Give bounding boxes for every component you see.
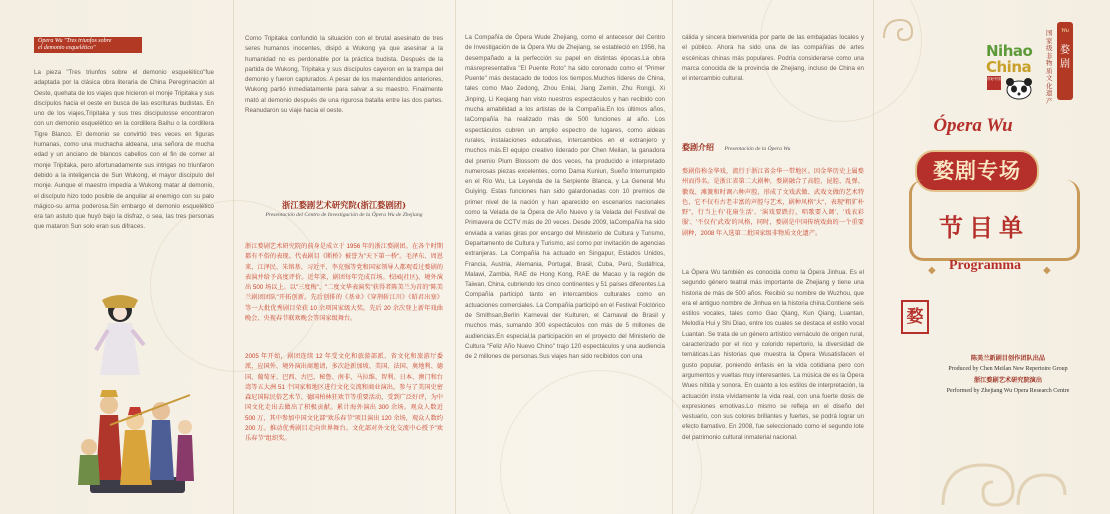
program-title-zh: 节目单 bbox=[939, 213, 1029, 242]
cover-panel bbox=[873, 0, 1110, 514]
opera-intro-title-zh: 婺剧介绍 bbox=[682, 142, 714, 152]
credit-performer-en: Performed by Zhejiang Wu Opera Research Centre bbox=[946, 388, 1070, 394]
play-synopsis-continued: Como Tripitaka confundió la situación con el brutal asesinato de tres seres humanos inocentes, disipó a Wukong ya que asesinar a la humanidad no es perdonable por la práctica budista. Después de la partida de Wukong, Tripitaka y sus discípulos cayeron en la trampa del demonio y fueron capturados. A pesar de los malentendidos anteriores, Wukong partió inmediatamente para salvar a su maestro. Finalmente mató al demonio después de una rigurosa batalla entre las dos partes. Reanudaron su viaje hacia el oeste. bbox=[245, 35, 443, 115]
play-synopsis: La pieza "Tres triunfos sobre el demonio esquelético"fue adaptada por la clásica obra literaria de China Peregrinación al Oeste, quehata de los viajes que hicieron el monje Tripitaka y sus discípulos hacia el oeste en busca de las escrituras budistas. En uno de los viajes,Tripitaka y sus tres discipulosse encontraron con un demonio esquelético en la cordillera Baihu o la cordillera Tigre Blanco. El demonio se convirtió tres veces en figuras humanas, como una muchacha aldeana, una señora de mucha edad y un anciano de blancos cabellos con el fin de comer al monje Tripitaka, pero afortunadamente sus intrigas no triunfaron debido a la inteligencia de Sun Wukong, el mayor discípulo del monje. Aunque el maestro impedía a Wukong matar al demonio, el discípulo hizo todo posible de anquilar al enemigo con su palo mágico-su arma poderosa.Sin embargo el demonio esquelético era tan astuto que huyó bajo la disfraz, o sea, las tres personas que mataron Sun solo eran sus difraces. bbox=[34, 69, 214, 231]
logo-china-text: China bbox=[986, 58, 1032, 76]
program-title-en: Programma bbox=[948, 258, 1022, 273]
logo-seal: 你好中国 bbox=[987, 76, 1001, 90]
credits bbox=[933, 353, 1083, 397]
badge-small-text: Wu bbox=[1061, 28, 1069, 34]
company-history-text-end: cálida y sincera bienvenida por parte de las embajadas locales y el público. Ahora ha sido una de las compañías de artes escénicas chinas más populares. Podría considerarse como una marca conocida de la provincia de Zhejiang, incluso de China en el intercambio cultural. bbox=[682, 34, 864, 83]
badge-text: 婺剧 bbox=[1060, 45, 1070, 70]
wu-opera-badge bbox=[1057, 22, 1073, 100]
panel-3 bbox=[455, 0, 672, 514]
play-title-line: el demonio esquelético" bbox=[38, 45, 96, 51]
panel-2 bbox=[233, 0, 455, 514]
panel-4 bbox=[672, 0, 873, 514]
opera-intro-subtitle: Presentación de la Ópera Wu bbox=[724, 146, 791, 152]
logo-nihao-text: Nihao bbox=[986, 42, 1033, 60]
monkey-king-group-image bbox=[70, 385, 200, 495]
cloud-ornament-icon bbox=[878, 8, 918, 48]
diamond-ornament-icon: ◆ bbox=[1043, 265, 1051, 276]
research-centre-text-zh-2: 2005 年开始，剧团连续 12 年受文化和旅游部派、省文化和旅游厅委派，应国外、境外演出商邀请，多次赴新加坡、美国、法国、奥地利、德国、葡萄牙、巴西、古巴、秘鲁、南非、马拉维、智利、日本、澳门和台湾等五大洲 51 个国家和地区进行文化交流和商业演出，参与了美国史密森尼国际民俗艺术节、德国柏林狂欢节等重要活动，受到广泛好评，为中国文化走出去做出了积极贡献。累计海外演出 300 余场。观众人数近 500 万，其中参加中国文化部"欢乐春节"项目演出 120 余场，观众人数约 200 万。推动优秀剧目走向世界舞台。文化部对外文化交流中心授予"欢乐春节"组织奖。 bbox=[245, 353, 443, 443]
credit-producer-en: Produced by Chen Meilan New Repertoire Group bbox=[948, 366, 1068, 372]
company-history-text: La Compañía de Ópera Wude Zhejiang, como el antecesor del Centro de Investigación de la Ópera Wu de Zhejiang, se estableció en 1956, ha desempañado a la perfección su papel en distintas épocas.La obra másrepresentativa "El Puente Roto" ha sido coronado como el "Primer Puente" más destacado de todos los tiempos.Muchos líderes de China, tales como Mao Zedong, Zhou Enlai, Jiang Zemin, Zhu Rongji, Xi Jinping, Li Keqiang han visto nuestros espectáculos y han recibido con mucha amabilidad a los artistas de la Compañía.En los últimos años, laCompañía ha realizado más de 500 funciones al año. Los espectáculos cubren un amplio espectro de lugares, como aldeas rurales, instalaciones educativas, intercambios en el extranjero y muchos más.El equipo creativo liderado por Chen Meilan, la ganadora del premio Plum Blossom de dos veces, ha producido e interpretado numerosas piezas excelentes, como Dama Kuniun, Sueño Interrumpido en el Río Wu, La Leyenda de la Serpiente Blanca, y La General Mu Guiying. Estas funciones han sido galardonadas con 10 premios de primer nivel de la nación y han aparecido en escenarios nacionales como la Velada de la Ópera de Año Nuevo y la Velada del Festival de Primavera de CCTV más de 20 veces. Desde 2009, laCompañía ha sido enviada a varias giras por encargo del Ministerio de Cultura y Turismo, Departamento de Cultura y Turismo, así como por invitación de agencias extranjeras. La Compañía ha actuado en Singapur, Estados Unidos, Francia, Austria, Alemania, Portugal, Brasil, Cuba, Perú, Sudáfrica, Malawi, Zambia, RAE de Hong Kong, RAE de Macao y la región de Taiwan, China, cubriendo los cinco continentes y 51 países diferentes.La Compañía participó tanto en intercambios culturales como en actuaciones comerciales. La Compañía participó en el Festival Folclórico de Smithsan,Berlín Karneval der Kulturen, el Carnaval de Brasil y muchos más, sumando 300 espectáculos con más de 5 millones de audiencias.En especial,la participación en el proyecto del Ministerio de Cultura "Feliz Año Nuevo Chino" trajo 120 espectáculos y una audiencia de 2 millones de personas.Sus viajes han sido recibidos con una bbox=[465, 34, 665, 361]
cloud-ornament-icon bbox=[933, 430, 1073, 510]
credit-producer-zh: 陈美兰新剧目创作团队出品 bbox=[970, 355, 1046, 362]
panda-icon bbox=[1003, 76, 1035, 100]
research-centre-text-zh: 浙江婺剧艺术研究院的前身是成立于 1956 年的浙江婺剧团。在各个时期都有不俗的表现。代表剧目《断桥》被誉为"天下第一桥"。毛泽东、周恩来、江泽民、朱镕基、习近平、李克强等党和国家领导人都观看过婺剧的表演并给予高度评价。近年来，剧团每年完成百场。校园(社区)、境外演出 500 场以上。以"三度梅"、"二度文华表演奖"获得者陈美兰为首的"陈美兰剧团团队"开拓创新。先后创排的《基业》《穿荆斩江川》《昭君出塞》等一大批优秀剧目荣获 10 余项国家级大奖。先后 20 余次登上新年戏曲晚会、央视春节联欢晚会等国家级舞台。 bbox=[245, 243, 443, 323]
research-centre-subtitle: Presentación del Centro de Investigación de la Ópera Wu de Zhejiang bbox=[265, 212, 423, 218]
panel-1 bbox=[0, 0, 233, 514]
cover-opera-title: Ópera Wu bbox=[933, 115, 1013, 136]
cover-banner: 婺剧专场 bbox=[915, 150, 1039, 192]
heritage-vertical-text: 国家级非物质文化遗产 bbox=[1046, 29, 1053, 105]
play-title-tag bbox=[34, 37, 142, 53]
seal-stamp: 婺 bbox=[901, 300, 929, 334]
opera-intro-text-zh: 婺剧俗称金华戏，流行于浙江省金华一带地区。因金华历史上属婺州而得名。是浙江省第二大剧种，婺剧融合了高腔、昆腔、乱弹、徽戏、滩簧和时调六种声腔，形成了文戏武做、武戏文做的艺术特色，它不仅有古老丰富的声腔与艺术，剧种风格"大"，表现“粗犷朴野”，行当上有'花扇生活'、'演戏要跌打，唱歌要入调'、'戏衣彩服'、'不仅有'武戏'的风格，同时，婺剧是中国传统戏曲的一个重要剧种，2008 年入选第二批国家级非物质文化遗产。 bbox=[682, 168, 864, 237]
opera-intro-heading bbox=[682, 137, 864, 155]
demon-performer-image bbox=[88, 290, 148, 380]
play-title-line: Ópera Wu "Tres triunfos sobre bbox=[38, 38, 112, 44]
research-centre-title-zh: 浙江婺剧艺术研究院(浙江婺剧团) bbox=[281, 200, 406, 210]
diamond-ornament-icon: ◆ bbox=[928, 265, 936, 276]
opera-intro-text: La Ópera Wu también es conocida como la Ópera Jinhua. Es el segundo género teatral más importante de Zhejiang y tiene una historia de más de 500 años. Recibió su nombre de Wuzhou, que era el antiguo nombre de Jinhua en la historia china.Contiene seis estilos vocales, tales como Gao Qiang, Kun Qiang, Luantan, Melodía Hui y Shi Diao, entre los cuales se destaca el estilo vocal Luantan. Se trata de un género artístico vernáculo de origen rural, caracterizado por el rico y colorido repertorio, la diversidad de temáticas.Las historias que muestra la Ópera Wusatisfacen el gusto popular, poniendo énfasis en la vida cotidiana pero con argumentos y vueltas muy interesantes. La música de es la Ópera Wues nítida y sonora. En cuanto a los estilos de interpretación, la actuación insta vívidamente la vida real, con una fuerte dosis de expresiones emotivas.Lo mismo se refleja en el diseño del vestuario, con sus colores brillantes y fuertes, se podrá lograr un efecto llamativo. En 2008, fue seleccionado como el segundo lote del patrimonio cultural inmaterial nacional. bbox=[682, 269, 864, 441]
credit-performer-zh: 浙江婺剧艺术研究院演出 bbox=[973, 377, 1043, 384]
